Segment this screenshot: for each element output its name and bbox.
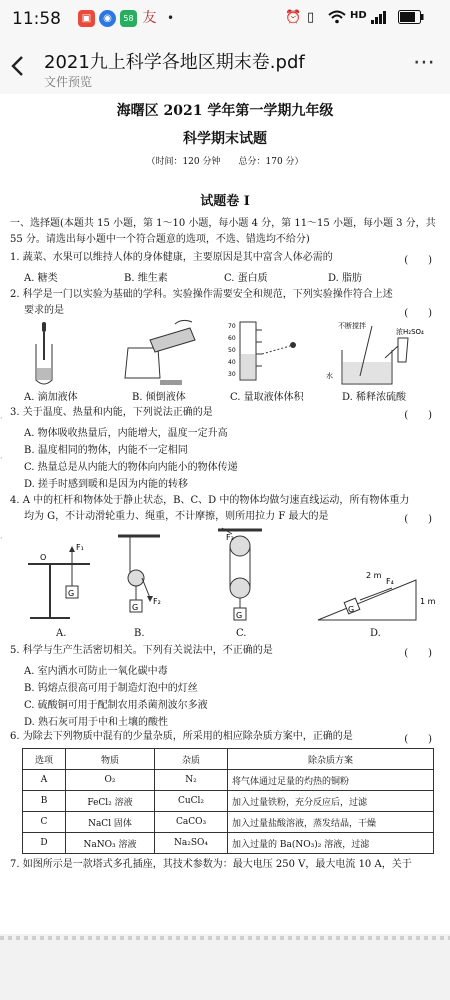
q1-option-b: B. 维生素 xyxy=(124,273,168,284)
q4-fig-b-pulley xyxy=(118,536,161,612)
table-row xyxy=(23,833,434,854)
table-header-plan: 除杂质方案 xyxy=(228,749,434,770)
status-time: 11:58 xyxy=(12,9,61,29)
q4-label-g-a: G xyxy=(68,589,75,598)
q4-fig-d-incline xyxy=(318,571,436,620)
q2-stem-line2: 要求的是 xyxy=(24,305,64,316)
table-cell: O₂ xyxy=(66,770,155,791)
q2-label-stir: 不断搅拌 xyxy=(338,322,366,330)
table-cell: 加入过量的 Ba(NO₃)₂ 溶液，过滤 xyxy=(228,833,434,854)
q1-option-c: C. 蛋白质 xyxy=(224,273,268,284)
table-header-impurity: 杂质 xyxy=(155,749,228,770)
binding-mark: · xyxy=(0,414,3,423)
table-cell: N₂ xyxy=(155,770,228,791)
q3-bracket: ( ) xyxy=(404,410,432,421)
q4-label-g-c: G xyxy=(236,611,243,620)
table-cell: D xyxy=(23,833,66,854)
section-title: 试题卷 Ⅰ xyxy=(200,194,250,209)
more-options-icon[interactable]: ⋯ xyxy=(413,50,436,75)
q5-bracket: ( ) xyxy=(404,648,432,659)
q4-caption-b: B. xyxy=(134,628,145,639)
wifi-icon xyxy=(328,10,346,28)
table-cell: 将气体通过足量的灼热的铜粉 xyxy=(228,770,434,791)
q3-option-d: D. 搓手时感到暖和是因为内能的转移 xyxy=(24,479,189,490)
app-extra-icon: 友 xyxy=(142,10,157,26)
table-cell: 加入过量盐酸溶液，蒸发结晶，干燥 xyxy=(228,812,434,833)
instructions-line1: 一、选择题(本题共 15 小题，第 1～10 小题，每小题 4 分，第 11～15 小题，每小题 3 分，共 xyxy=(10,218,436,229)
q3-stem: 3. 关于温度、热量和内能，下列说法正确的是 xyxy=(10,407,213,418)
q2-cyl-tick-0: 70 xyxy=(228,323,236,330)
q2-cyl-tick-4: 30 xyxy=(228,371,236,378)
alarm-icon: ⏰ xyxy=(285,10,302,25)
table-cell: NaCl 固体 xyxy=(66,812,155,833)
table-row xyxy=(23,770,434,791)
q4-label-g-d: G xyxy=(348,605,355,614)
q2-cyl-tick-1: 60 xyxy=(228,335,236,342)
q4-label-height: 1 m xyxy=(420,597,436,606)
app-badge-icon: 58 xyxy=(120,10,137,27)
q4-stem-line2: 均为 G，不计动滑轮重力、绳重，不计摩擦，则所用拉力 F 最大的是 xyxy=(24,511,329,522)
q2-cyl-tick-2: 50 xyxy=(228,347,236,354)
vibrate-icon: ▯ xyxy=(307,10,315,25)
q4-label-length: 2 m xyxy=(366,571,382,580)
q3-option-b: B. 温度相同的物体，内能不一定相同 xyxy=(24,445,188,456)
q2-figures xyxy=(0,318,450,388)
q4-caption-a: A. xyxy=(56,628,67,639)
q1-bracket: ( ) xyxy=(404,255,432,266)
file-subtitle: 文件预览 xyxy=(44,75,93,89)
q4-label-g-b: G xyxy=(132,603,139,612)
q4-label-f1-a: F₁ xyxy=(76,543,84,552)
q2-label-water: 水 xyxy=(326,372,333,380)
battery-icon xyxy=(398,10,424,28)
status-dot-icon: • xyxy=(166,11,175,25)
q7-stem: 7. 如图所示是一款塔式多孔插座，其技术参数为：最大电压 250 V，最大电流 10 A，关于 xyxy=(10,859,412,870)
q6-bracket: ( ) xyxy=(404,734,432,745)
table-cell: Na₂SO₄ xyxy=(155,833,228,854)
pdf-page[interactable] xyxy=(0,94,450,934)
browser-app-icon: ◉ xyxy=(99,10,116,27)
hd-icon: HD xyxy=(350,10,367,21)
status-bar xyxy=(0,0,450,38)
q2-cyl-tick-3: 40 xyxy=(228,359,236,366)
q4-figures xyxy=(0,526,450,634)
q2-fig-a-dropper xyxy=(36,322,52,384)
q2-label-acid: 浓H₂SO₄ xyxy=(396,328,424,336)
q3-option-c: C. 热量总是从内能大的物体向内能小的物体传递 xyxy=(24,462,238,473)
q4-fig-a-lever xyxy=(28,543,90,618)
table-cell: CaCO₃ xyxy=(155,812,228,833)
binding-mark: · xyxy=(0,454,3,463)
q2-option-a: A. 滴加液体 xyxy=(24,392,78,403)
table-cell: CuCl₂ xyxy=(155,791,228,812)
notification-app-icon: ▣ xyxy=(78,10,95,27)
table-cell: C xyxy=(23,812,66,833)
q4-label-f3: F₃ xyxy=(226,533,234,542)
q6-stem: 6. 为除去下列物质中混有的少量杂质，所采用的相应除杂质方案中，正确的是 xyxy=(10,731,353,742)
app-bar xyxy=(0,38,450,94)
viewer-bottom-area xyxy=(0,934,450,1000)
back-arrow-icon[interactable] xyxy=(10,54,24,84)
q2-stem-line1: 2. 科学是一门以实验为基础的学科。实验操作需要安全和规范，下列实验操作符合上述 xyxy=(10,289,393,300)
q5-option-c: C. 硫酸铜可用于配制农用杀菌剂波尔多液 xyxy=(24,700,208,711)
table-cell: B xyxy=(23,791,66,812)
table-header-row xyxy=(23,749,434,770)
q1-option-d: D. 脂肪 xyxy=(328,273,363,284)
table-cell: FeCl₂ 溶液 xyxy=(66,791,155,812)
table-row xyxy=(23,791,434,812)
q5-stem: 5. 科学与生产生活密切相关。下列有关说法中，不正确的是 xyxy=(10,645,273,656)
table-header-option: 选项 xyxy=(23,749,66,770)
exam-subheading: 科学期末试题 xyxy=(183,131,267,147)
q5-option-a: A. 室内洒水可防止一氧化碳中毒 xyxy=(24,666,168,677)
q1-stem: 1. 蔬菜、水果可以维持人体的身体健康，主要原因是其中富含人体必需的 xyxy=(10,252,333,263)
q4-caption-c: C. xyxy=(236,628,247,639)
q4-label-o: O xyxy=(40,553,47,562)
table-cell: 加入过量铁粉，充分反应后，过滤 xyxy=(228,791,434,812)
q2-option-d: D. 稀释浓硫酸 xyxy=(342,392,407,403)
table-row xyxy=(23,812,434,833)
q4-fig-c-pulley-block xyxy=(218,528,262,620)
exam-heading: 海曙区 2021 学年第一学期九年级 xyxy=(116,103,334,119)
q2-option-c: C. 量取液体体积 xyxy=(230,392,304,403)
q6-table xyxy=(22,748,434,854)
page-divider xyxy=(0,936,450,940)
q4-caption-d: D. xyxy=(370,628,381,639)
q4-stem-line1: 4. A 中的杠杆和物体处于静止状态，B、C、D 中的物体均做匀速直线运动，所有物体重力 xyxy=(10,495,410,506)
q4-bracket: ( ) xyxy=(404,514,432,525)
q5-option-b: B. 钨熔点很高可用于制造灯泡中的灯丝 xyxy=(24,683,198,694)
instructions-line2: 55 分。请选出每小题中一个符合题意的选项，不选、错选均不给分) xyxy=(10,234,310,245)
q5-option-d: D. 熟石灰可用于中和土壤的酸性 xyxy=(24,717,169,728)
table-cell: A xyxy=(23,770,66,791)
q4-label-f4: F₄ xyxy=(386,577,394,586)
q1-option-a: A. 糖类 xyxy=(24,273,58,284)
binding-mark: · xyxy=(0,534,3,543)
file-title: 2021九上科学各地区期末卷.pdf xyxy=(44,52,305,73)
exam-meta: （时间：120 分钟 总分：170 分） xyxy=(146,157,304,167)
q2-fig-c-cylinder xyxy=(228,322,296,380)
q2-fig-b-pour xyxy=(125,320,195,385)
q3-option-a: A. 物体吸收热量后，内能增大，温度一定升高 xyxy=(24,428,228,439)
q2-option-b: B. 倾倒液体 xyxy=(132,392,186,403)
table-header-substance: 物质 xyxy=(66,749,155,770)
table-cell: NaNO₃ 溶液 xyxy=(66,833,155,854)
signal-icon xyxy=(370,10,388,28)
q2-fig-d-dilute xyxy=(326,321,424,384)
q2-bracket: ( ) xyxy=(404,308,432,319)
q4-label-f2: F₂ xyxy=(153,597,161,606)
